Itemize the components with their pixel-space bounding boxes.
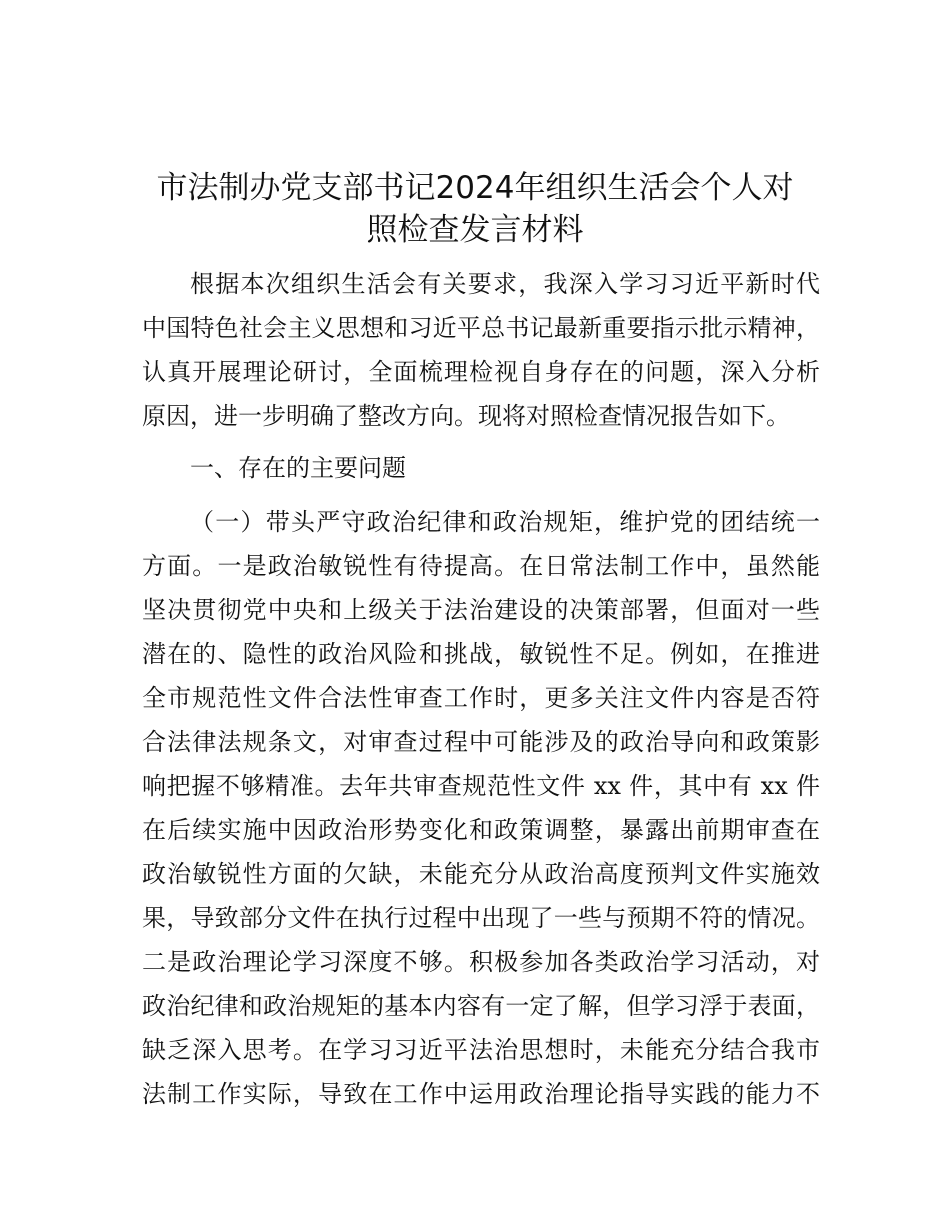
intro-paragraph-line: 根据本次组织生活会有关要求，我深入学习习近平新时代	[190, 270, 820, 298]
body-paragraph-line: 缺乏深入思考。在学习习近平法治思想时，未能充分结合我市	[142, 1036, 820, 1064]
body-paragraph-line: 合法律法规条文，对审查过程中可能涉及的政治导向和政策影	[142, 728, 820, 756]
document-title-line-2: 照检查发言材料	[366, 212, 584, 248]
intro-paragraph-line: 认真开展理论研讨，全面梳理检视自身存在的问题，深入分析	[142, 358, 820, 386]
intro-paragraph-line: 中国特色社会主义思想和习近平总书记最新重要指示批示精神，	[142, 314, 820, 342]
body-paragraph-line: 全市规范性文件合法性审查工作时，更多关注文件内容是否符	[142, 684, 820, 712]
body-paragraph-line: 果，导致部分文件在执行过程中出现了一些与预期不符的情况。	[142, 904, 820, 932]
intro-paragraph-line: 原因，进一步明确了整改方向。现将对照检查情况报告如下。	[142, 402, 790, 430]
body-paragraph-line: （一）带头严守政治纪律和政治规矩，维护党的团结统一	[190, 508, 820, 536]
section-heading: 一、存在的主要问题	[190, 454, 406, 482]
body-paragraph-line: 在后续实施中因政治形势变化和政策调整，暴露出前期审查在	[142, 816, 820, 844]
document-title-line-1: 市法制办党支部书记2024年组织生活会个人对	[156, 170, 794, 206]
body-paragraph-line: 政治敏锐性方面的欠缺，未能充分从政治高度预判文件实施效	[142, 860, 820, 888]
body-paragraph-line: 潜在的、隐性的政治风险和挑战，敏锐性不足。例如，在推进	[142, 640, 820, 668]
body-paragraph-line: 二是政治理论学习深度不够。积极参加各类政治学习活动，对	[142, 948, 820, 976]
body-paragraph-line: 法制工作实际，导致在工作中运用政治理论指导实践的能力不	[142, 1080, 820, 1108]
body-paragraph-line: 坚决贯彻党中央和上级关于法治建设的决策部署，但面对一些	[142, 596, 820, 624]
body-paragraph-line: 政治纪律和政治规矩的基本内容有一定了解，但学习浮于表面，	[142, 992, 820, 1020]
body-paragraph-line: 响把握不够精准。去年共审查规范性文件 xx 件，其中有 xx 件	[142, 772, 820, 800]
body-paragraph-line: 方面。一是政治敏锐性有待提高。在日常法制工作中，虽然能	[142, 552, 820, 580]
